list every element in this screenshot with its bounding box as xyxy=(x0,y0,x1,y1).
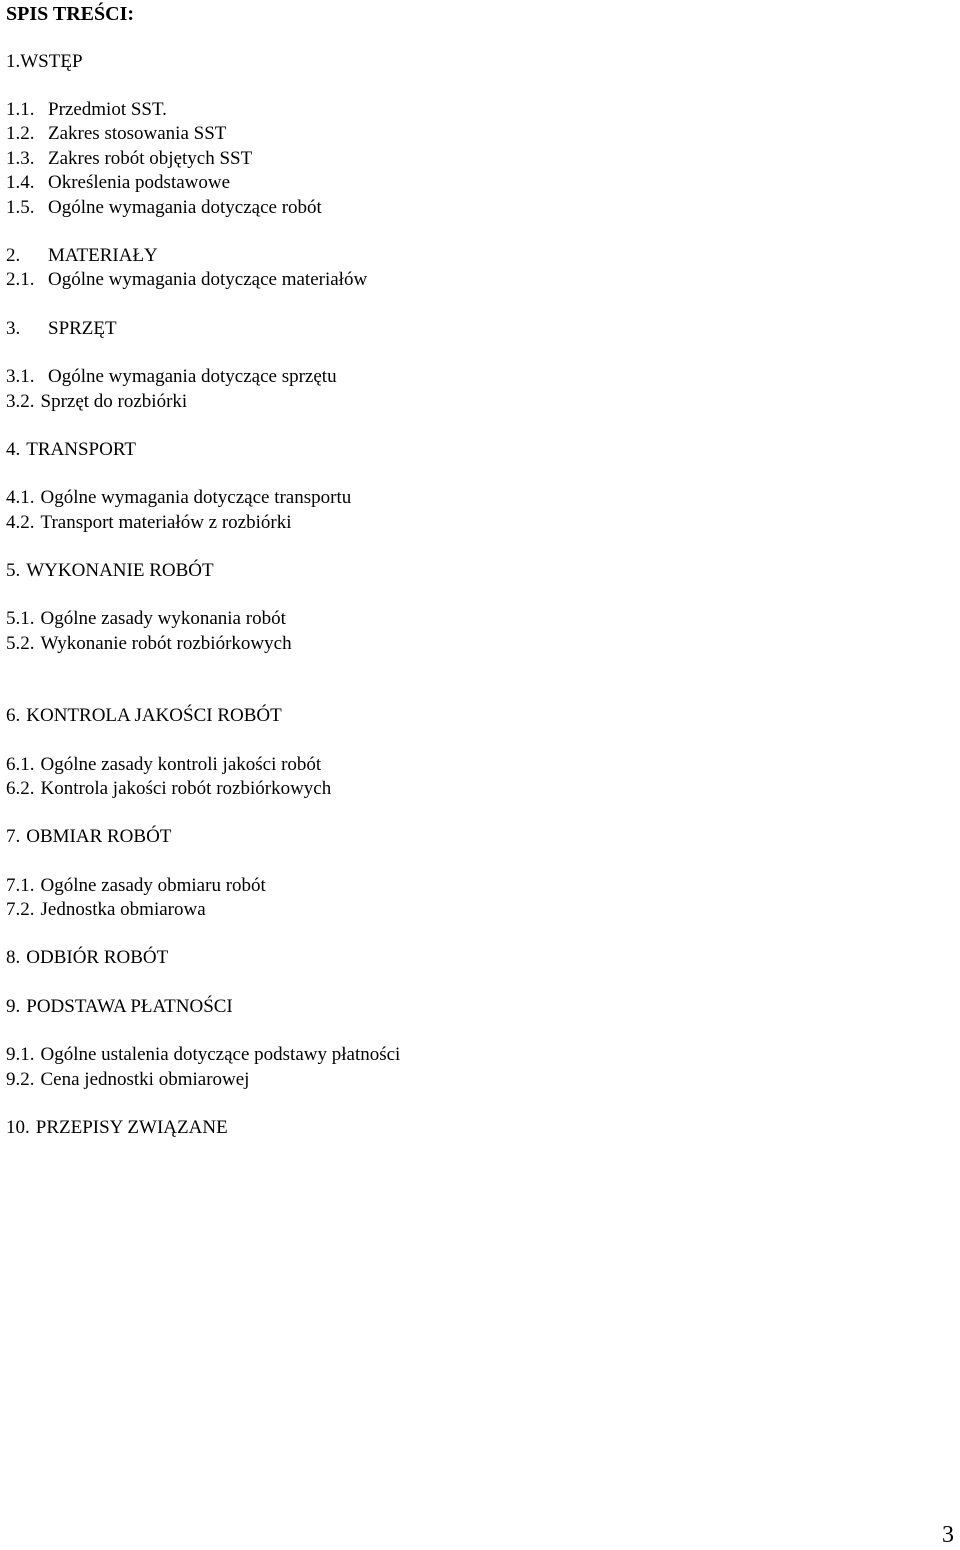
toc-number: 8. xyxy=(6,947,21,968)
toc-label: Kontrola jakości robót rozbiórkowych xyxy=(40,778,332,799)
toc-number: 6. xyxy=(6,705,21,726)
toc-label: Ogólne wymagania dotyczące sprzętu xyxy=(48,366,337,387)
toc-subsection xyxy=(6,632,292,656)
toc-label: Ogólne ustalenia dotyczące podstawy płatności xyxy=(40,1044,401,1065)
toc-number: 5.1. xyxy=(6,608,35,629)
toc-label: Cena jednostki obmiarowej xyxy=(40,1069,250,1090)
toc-label: KONTROLA JAKOŚCI ROBÓT xyxy=(26,705,282,726)
toc-label: Zakres robót objętych SST xyxy=(48,148,253,169)
toc-number: 10. xyxy=(6,1117,30,1138)
toc-number: 3.1. xyxy=(6,366,35,387)
toc-section xyxy=(6,1116,228,1140)
toc-number: 1. xyxy=(6,51,21,72)
toc-section xyxy=(6,946,168,970)
toc-number: 6.1. xyxy=(6,754,35,775)
toc-label: Ogólne zasady obmiaru robót xyxy=(40,875,266,896)
toc-subsection xyxy=(6,268,367,292)
toc-subsection xyxy=(6,777,331,801)
toc-label: Ogólne zasady kontroli jakości robót xyxy=(40,754,322,775)
toc-subsection xyxy=(6,98,167,122)
toc-number: 5. xyxy=(6,560,21,581)
toc-section xyxy=(6,995,233,1019)
toc-label: TRANSPORT xyxy=(26,439,136,460)
toc-number: 7.1. xyxy=(6,875,35,896)
toc-number: 7.2. xyxy=(6,899,35,920)
toc-section xyxy=(6,244,158,268)
toc-section xyxy=(6,704,282,728)
toc-label: MATERIAŁY xyxy=(48,245,158,266)
toc-section xyxy=(6,825,171,849)
toc-number: 2.1. xyxy=(6,269,35,290)
toc-number: 3.2. xyxy=(6,391,35,412)
toc-number: 1.5. xyxy=(6,197,35,218)
toc-label: Przedmiot SST. xyxy=(48,99,167,120)
toc-section xyxy=(6,317,117,341)
toc-label: Ogólne wymagania dotyczące robót xyxy=(48,197,322,218)
toc-number: 2. xyxy=(6,245,21,266)
toc-subsection xyxy=(6,147,252,171)
toc-label: Zakres stosowania SST xyxy=(48,123,227,144)
toc-label: Wykonanie robót rozbiórkowych xyxy=(40,633,292,654)
toc-label: PRZEPISY ZWIĄZANE xyxy=(35,1117,228,1138)
toc-number: 4. xyxy=(6,439,21,460)
toc-label: ODBIÓR ROBÓT xyxy=(26,947,169,968)
toc-label: PODSTAWA PŁATNOŚCI xyxy=(26,996,233,1017)
toc-number: 9.2. xyxy=(6,1069,35,1090)
toc-label: Sprzęt do rozbiórki xyxy=(40,391,188,412)
toc-number: 5.2. xyxy=(6,633,35,654)
toc-number: 7. xyxy=(6,826,21,847)
toc-subsection xyxy=(6,365,337,389)
toc-number: 1.1. xyxy=(6,99,35,120)
toc-number: 1.3. xyxy=(6,148,35,169)
toc-section xyxy=(6,438,136,462)
toc-label: Ogólne wymagania dotyczące transportu xyxy=(40,487,352,508)
toc-section xyxy=(6,50,83,74)
page-number: 3 xyxy=(942,1522,954,1548)
toc-label: SPRZĘT xyxy=(48,318,117,339)
toc-title: SPIS TREŚCI: xyxy=(6,3,135,25)
toc-label: WSTĘP xyxy=(20,51,83,72)
toc-subsection xyxy=(6,511,292,535)
toc-number: 4.2. xyxy=(6,512,35,533)
toc-number: 1.4. xyxy=(6,172,35,193)
toc-number: 3. xyxy=(6,318,21,339)
toc-label: OBMIAR ROBÓT xyxy=(26,826,172,847)
toc-subsection xyxy=(6,486,351,510)
toc-subsection xyxy=(6,1043,400,1067)
toc-subsection xyxy=(6,1068,249,1092)
toc-label: Ogólne zasady wykonania robót xyxy=(40,608,286,629)
toc-subsection xyxy=(6,390,187,414)
toc-number: 9. xyxy=(6,996,21,1017)
toc-subsection xyxy=(6,874,266,898)
toc-label: WYKONANIE ROBÓT xyxy=(26,560,214,581)
toc-number: 4.1. xyxy=(6,487,35,508)
toc-label: Ogólne wymagania dotyczące materiałów xyxy=(48,269,368,290)
toc-section xyxy=(6,559,214,583)
toc-subsection xyxy=(6,898,206,922)
toc-number: 6.2. xyxy=(6,778,35,799)
toc-label: Jednostka obmiarowa xyxy=(40,899,206,920)
toc-label: Określenia podstawowe xyxy=(48,172,231,193)
toc-subsection xyxy=(6,196,322,220)
toc-subsection xyxy=(6,122,226,146)
toc-label: Transport materiałów z rozbiórki xyxy=(40,512,292,533)
toc-number: 9.1. xyxy=(6,1044,35,1065)
toc-number: 1.2. xyxy=(6,123,35,144)
toc-subsection xyxy=(6,171,230,195)
toc-subsection xyxy=(6,607,286,631)
toc-subsection xyxy=(6,753,321,777)
